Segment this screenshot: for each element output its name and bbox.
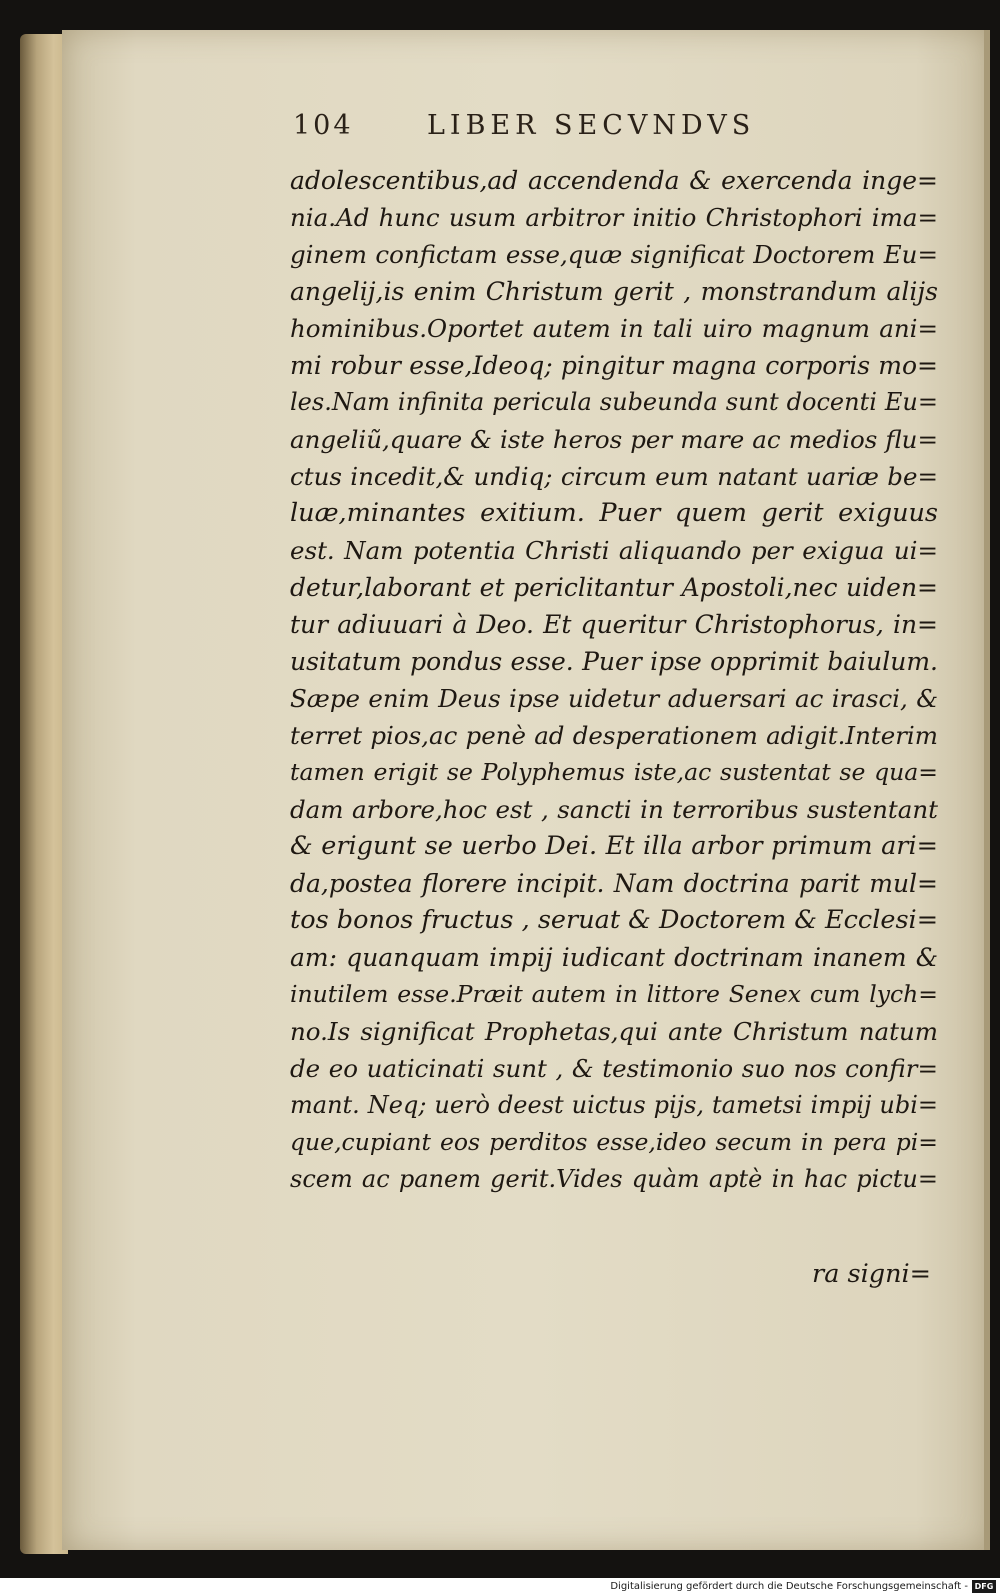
page-number: 104 [293, 110, 354, 141]
text-line: no.Is significat Prophetas,qui ante Christum natum [290, 1017, 938, 1046]
body-text [290, 162, 938, 1198]
catchword: ra signi= [812, 1259, 932, 1289]
text-line: terret pios,ac penè ad desperationem adigit.Interim [290, 721, 938, 750]
text-line: tamen erigit se Polyphemus iste,ac sustentat se qua= [290, 758, 938, 786]
text-line: mi robur esse,Ideoq; pingitur magna corporis mo= [290, 351, 938, 380]
text-line: Sæpe enim Deus ipse uidetur aduersari ac irasci, & [290, 684, 938, 713]
text-line: de eo uaticinati sunt , & testimonio suo nos confir= [290, 1054, 938, 1083]
text-line: les.Nam infinita pericula subeunda sunt docenti Eu= [290, 388, 938, 416]
page-header [293, 110, 813, 154]
text-line: nia.Ad hunc usum arbitror initio Christophori ima= [290, 203, 938, 232]
text-line: adolescentibus,ad accendenda & exercenda inge= [290, 166, 938, 195]
text-line: angelij,is enim Christum gerit , monstrandum alijs [290, 277, 938, 306]
text-line: que,cupiant eos perditos esse,ideo secum in pera pi= [290, 1128, 938, 1156]
book-spine-edge [20, 34, 68, 1554]
text-line: ginem confictam esse,quæ significat Doctorem Eu= [290, 240, 938, 269]
text-line: luæ,minantes exitium. Puer quem gerit exiguus [290, 498, 938, 528]
text-line: tur adiuuari à Deo. Et queritur Christophorus, in= [290, 610, 938, 639]
text-line: dam arbore,hoc est , sancti in terroribus sustentant [290, 795, 938, 824]
text-line: hominibus.Oportet autem in tali uiro magnum ani= [290, 314, 938, 343]
text-line: tos bonos fructus , seruat & Doctorem & Ecclesi= [290, 905, 938, 935]
text-line: & erigunt se uerbo Dei. Et illa arbor primum ari= [290, 831, 938, 861]
text-line: ctus incedit,& undiq; circum eum natant uariæ be= [290, 462, 938, 491]
text-line: angeliũ,quare & iste heros per mare ac medios flu= [290, 425, 938, 454]
page-right-edge [984, 30, 990, 1550]
text-line: mant. Neq; uerò deest uictus pijs, tametsi impij ubi= [290, 1091, 938, 1119]
digitization-credit: Digitalisierung gefördert durch die Deutsche Forschungsgemeinschaft - [610, 1581, 968, 1592]
text-line: est. Nam potentia Christi aliquando per exigua ui= [290, 536, 938, 565]
text-line: detur,laborant et periclitantur Apostoli,nec uiden= [290, 573, 938, 602]
text-line: inutilem esse.Præit autem in littore Senex cum lych= [290, 980, 938, 1008]
text-line: usitatum pondus esse. Puer ipse opprimit baiulum. [290, 647, 938, 676]
text-line: scem ac panem gerit.Vides quàm aptè in hac pictu= [290, 1165, 938, 1193]
running-head: LIBER SECVNDVS [427, 110, 756, 141]
text-line: am: quanquam impij iudicant doctrinam inanem & [290, 943, 938, 972]
text-line: da,postea florere incipit. Nam doctrina parit mul= [290, 869, 938, 898]
dfg-logo: DFG [972, 1580, 996, 1593]
